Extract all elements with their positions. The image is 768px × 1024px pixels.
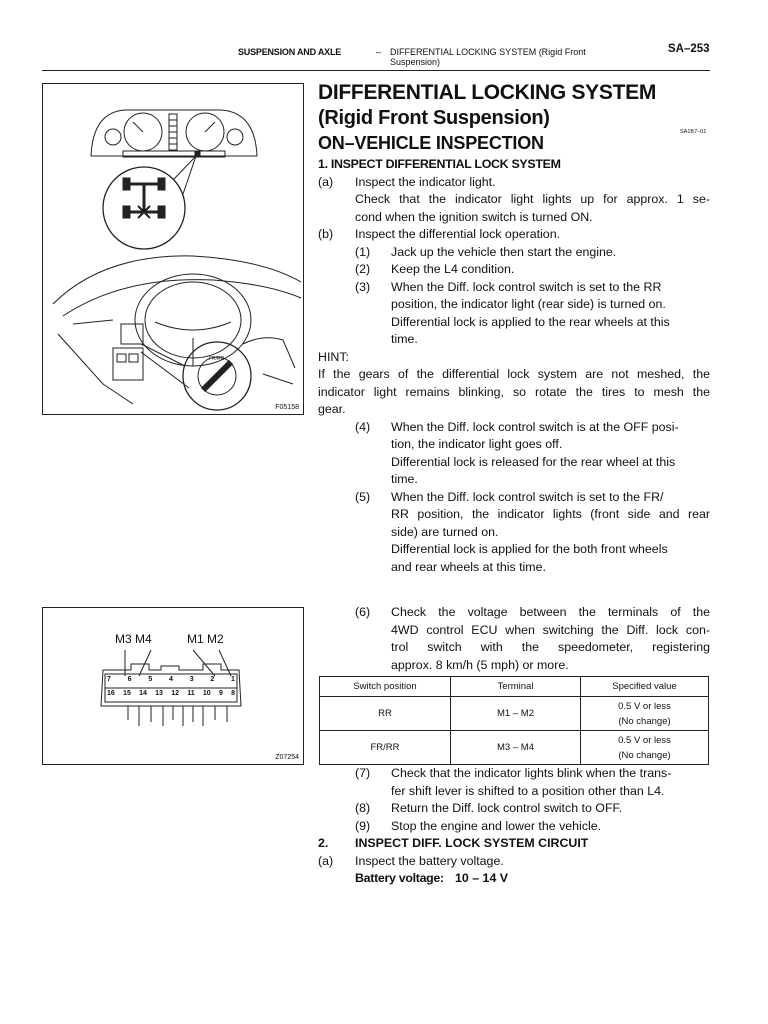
step1-a-detail-1: Check that the indicator light lights up for approx. 1 se-: [355, 192, 710, 206]
substep-4-line3: Differential lock is released for the rear wheel at this: [391, 454, 676, 469]
pin-row-bottom: [107, 690, 235, 701]
pin-4: 4: [169, 676, 173, 683]
substep-3: [318, 279, 710, 297]
substep-3-line3: Differential lock is applied to the rear wheels at this: [391, 314, 670, 329]
substep-4-label: (4): [355, 419, 371, 434]
header-dash: –: [376, 47, 382, 57]
pin-row-top: [107, 676, 235, 687]
connector-label-right: M1 M2: [187, 632, 224, 646]
substep-3-line2: position, the indicator light (rear side) is turned on.: [391, 297, 666, 311]
table-row: [320, 697, 709, 731]
pin-10: 10: [202, 690, 211, 697]
step1-a-label: (a): [318, 174, 334, 189]
substep-6-label: (6): [355, 605, 371, 619]
table-cell-value-line1: 0.5 V or less: [618, 734, 671, 746]
final-steps-block: [318, 765, 710, 888]
substep-5: [318, 489, 710, 507]
page-number: SA–253: [668, 43, 710, 55]
table-header: Switch position: [320, 677, 451, 697]
battery-spec-label: Battery voltage:: [355, 871, 444, 885]
pin-6: 6: [127, 676, 132, 683]
step1-a: [318, 174, 710, 192]
pin-8: 8: [231, 690, 235, 697]
dashboard-illustration: [43, 84, 303, 414]
table-cell-position: FR/RR: [320, 731, 451, 765]
table-cell-value-line2: (No change): [618, 749, 671, 761]
substep-5-line4: Differential lock is applied for the both front wheels: [391, 542, 668, 556]
table-cell-value: [581, 731, 709, 765]
substep-8-text: Return the Diff. lock control switch to OFF.: [391, 801, 623, 815]
battery-spec-value: 10 – 14 V: [455, 871, 509, 885]
pin-9: 9: [218, 690, 223, 697]
substep-5-line2: RR position, the indicator lights (front side and rear: [391, 507, 710, 521]
step1-block: [318, 156, 710, 576]
substep-6-line4: approx. 8 km/h (5 mph) or more.: [391, 657, 569, 672]
section-code: SA1B7–01: [680, 129, 707, 135]
step1-b-text: Inspect the differential lock operation.: [355, 227, 561, 241]
substep-7-line1: Check that the indicator lights blink when the trans-: [391, 766, 672, 780]
step2-title: INSPECT DIFF. LOCK SYSTEM CIRCUIT: [355, 836, 589, 850]
substep-4-line4: time.: [391, 472, 418, 486]
substep-3-label: (3): [355, 279, 371, 294]
substep-5-line3: side) are turned on.: [391, 524, 499, 539]
substep-4: [318, 419, 710, 437]
substep-4-line2: tion, the indicator light goes off.: [391, 437, 563, 451]
header-subsection: [390, 47, 630, 67]
hint-line2: indicator light remains blinking, so rotate the tires to mesh the: [318, 384, 710, 399]
step2-a-text: Inspect the battery voltage.: [355, 853, 504, 868]
pin-11: 11: [187, 690, 195, 697]
pin-1: 1: [231, 676, 235, 683]
pin-15: 15: [123, 690, 131, 697]
substep-1-label: (1): [355, 244, 371, 259]
substep-6-line3: trol switch with the speedometer, registering: [391, 640, 710, 654]
table-header: Specified value: [581, 677, 709, 697]
pin-13: 13: [155, 690, 163, 697]
substep-5-line5: and rear wheels at this time.: [391, 559, 546, 574]
substep-5-line1: When the Diff. lock control switch is set to the FR/: [391, 489, 664, 504]
substep-4-line1: When the Diff. lock control switch is at the OFF posi-: [391, 419, 679, 434]
table-cell-value: [581, 697, 709, 731]
pin-2: 2: [210, 676, 215, 683]
table-cell-position: RR: [320, 697, 451, 731]
substep-6-block: [318, 604, 710, 674]
substep-6-line1: Check the voltage between the terminals of the: [391, 605, 710, 619]
substep-2: [318, 261, 710, 279]
header-section: SUSPENSION AND AXLE: [238, 47, 342, 57]
figure-code: Z07254: [275, 754, 299, 761]
hint-line3: gear.: [318, 402, 346, 416]
pin-5: 5: [148, 676, 153, 683]
substep-5-label: (5): [355, 489, 371, 504]
substep-2-text: Keep the L4 condition.: [391, 262, 515, 276]
substep-6-line2: 4WD control ECU when switching the Diff. lock con-: [391, 622, 710, 637]
step2-number: 2.: [318, 836, 329, 850]
substep-7-label: (7): [355, 766, 371, 780]
pin-7: 7: [107, 676, 111, 683]
table-cell-value-line2: (No change): [618, 715, 671, 727]
table-cell-terminal: M3 – M4: [451, 731, 581, 765]
header-subsection-line2: Suspension): [390, 57, 441, 67]
connector-label-left: M3 M4: [115, 632, 152, 646]
table-row: [320, 731, 709, 765]
substep-7-line2: fer shift lever is shifted to a position other than L4.: [391, 783, 665, 798]
substep-8: [318, 800, 710, 818]
table-cell-value-line1: 0.5 V or less: [618, 700, 671, 712]
substep-1-text: Jack up the vehicle then start the engine.: [391, 244, 617, 259]
section-heading: ON–VEHICLE INSPECTION: [318, 133, 544, 153]
substep-9: [318, 818, 710, 836]
step2-a: [318, 853, 710, 871]
header-subsection-line1: DIFFERENTIAL LOCKING SYSTEM (Rigid Front: [390, 47, 586, 57]
substep-9-label: (9): [355, 818, 371, 833]
substep-2-label: (2): [355, 262, 371, 276]
header-rule: [42, 70, 710, 71]
figure-dashboard: [42, 83, 304, 415]
table-cell-terminal: M1 – M2: [451, 697, 581, 731]
figure-connector: [42, 607, 304, 765]
substep-7: [318, 765, 710, 783]
substep-8-label: (8): [355, 801, 371, 815]
battery-spec: [318, 870, 710, 888]
pin-12: 12: [171, 690, 179, 697]
pin-16: 16: [107, 690, 115, 697]
table-header: Terminal: [451, 677, 581, 697]
page-title: DIFFERENTIAL LOCKING SYSTEM: [318, 81, 657, 104]
hint-line1: If the gears of the differential lock system are not meshed, the: [318, 367, 710, 381]
substep-1: [318, 244, 710, 262]
step2-heading: [318, 835, 710, 853]
step2-a-label: (a): [318, 853, 334, 868]
figure-code: F05158: [275, 404, 299, 411]
substep-3-line4: time.: [391, 332, 418, 346]
svg-text:FR/RR: FR/RR: [209, 356, 225, 362]
substep-3-line1: When the Diff. lock control switch is set to the RR: [391, 279, 662, 294]
pin-3: 3: [189, 676, 194, 683]
step1-heading: 1. INSPECT DIFFERENTIAL LOCK SYSTEM: [318, 157, 561, 171]
pin-14: 14: [139, 690, 147, 697]
step1-b-label: (b): [318, 227, 334, 241]
page-subtitle: (Rigid Front Suspension): [318, 107, 550, 129]
step1-a-text: Inspect the indicator light.: [355, 174, 496, 189]
substep-9-text: Stop the engine and lower the vehicle.: [391, 818, 602, 833]
hint-label: HINT:: [318, 349, 349, 364]
voltage-spec-table: [319, 676, 709, 765]
table-header-row: [320, 677, 709, 697]
step1-a-detail-2: cond when the ignition switch is turned ON.: [355, 209, 593, 224]
step1-b: [318, 226, 710, 244]
